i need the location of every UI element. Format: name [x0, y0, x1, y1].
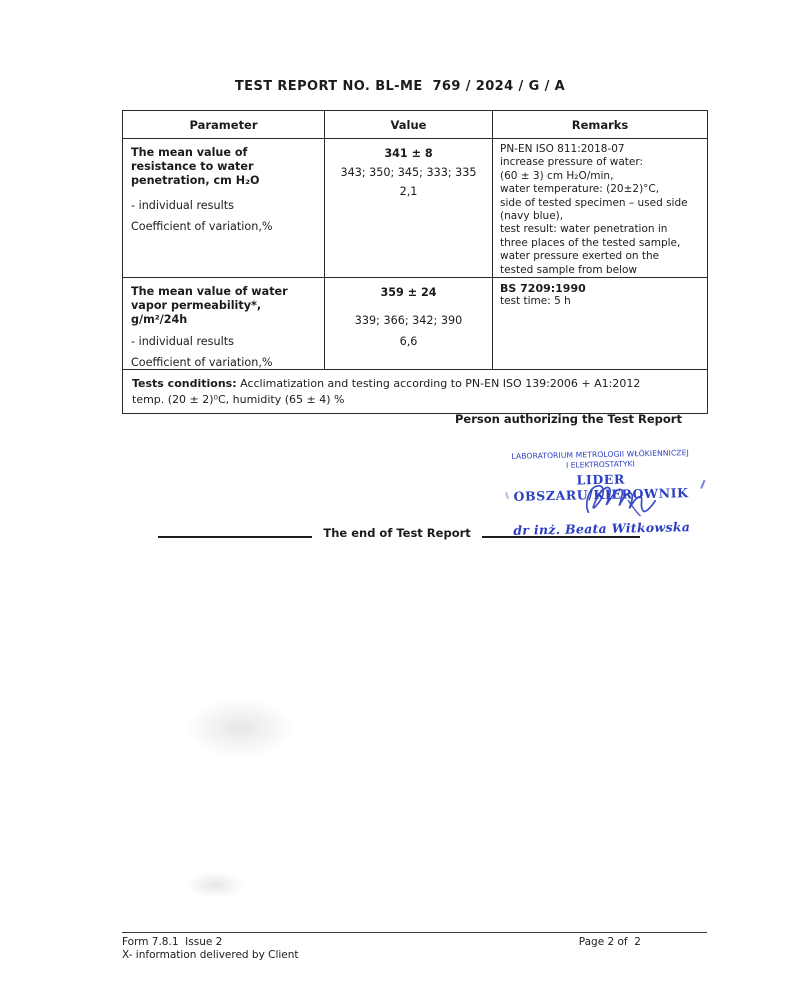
conditions-text: Acclimatization and testing according to PN-EN ISO 139:2006 + A1:2012: [236, 377, 641, 391]
parameter-title: The mean value of resistance to water penetration, cm H₂O: [131, 146, 260, 187]
remarks-line: (60 ± 3) cm H₂O/min,: [500, 169, 614, 182]
stamp-role: LIDER OBSZARU/KIEROWNIK: [513, 471, 689, 504]
remarks-cell: [493, 278, 708, 370]
parameter-cell: [123, 278, 325, 370]
parameter-cell: [123, 139, 325, 278]
remarks-cell: [493, 139, 708, 278]
signature-scribble: [582, 478, 659, 518]
scan-smudge: [185, 698, 295, 758]
conditions-line2: temp. (20 ± 2)⁰C, humidity (65 ± 4) %: [132, 392, 345, 406]
table-row-water-penetration: [123, 139, 708, 278]
footer: [122, 932, 707, 961]
individual-values: 343; 350; 345; 333; 335: [340, 166, 477, 179]
end-rule-left: [158, 536, 312, 538]
scan-smudge: [185, 872, 245, 898]
end-label: The end of Test Report: [323, 526, 471, 540]
coefficient-variation-label: Coefficient of variation,%: [131, 356, 273, 370]
results-table: [122, 110, 708, 414]
end-rule-right: [482, 536, 640, 538]
value-cell: [325, 139, 493, 278]
mean-value: 341 ± 8: [384, 147, 433, 160]
remarks-line: PN-EN ISO 811:2018-07: [500, 143, 625, 155]
col-header-parameter: Parameter: [123, 111, 325, 139]
cv-value: 2,1: [399, 185, 418, 198]
col-header-remarks: Remarks: [493, 111, 708, 139]
individual-results-label: - individual results: [131, 199, 234, 212]
signatory-name: dr inż. Beata Witkowska: [513, 519, 691, 538]
footer-rule: [122, 932, 707, 933]
remarks-line: (navy blue),: [500, 210, 564, 223]
remarks-line: increase pressure of water:: [500, 156, 644, 169]
table-row-vapor-permeability: [123, 278, 708, 370]
remarks-line: three places of the tested sample,: [500, 236, 681, 249]
stamp-lab-name: LABORATORIUM METROLOGII WŁÓKIENNICZEJ: [511, 448, 689, 461]
stamp-lab-name-2: I ELEKTROSTATYKI: [565, 459, 635, 470]
col-header-value: Value: [325, 111, 493, 139]
remarks-test-time: test time: 5 h: [500, 295, 571, 308]
footer-note: X- information delivered by Client: [122, 949, 299, 961]
value-cell: [325, 278, 493, 370]
table-row-conditions: [123, 370, 708, 414]
individual-results-label: - individual results: [131, 335, 234, 349]
remarks-standard: BS 7209:1990: [500, 282, 586, 296]
table-header-row: [123, 111, 708, 139]
parameter-title: The mean value of water vapor permeability*, g/m²/24h: [131, 285, 288, 327]
remarks-line: side of tested specimen – used side: [500, 196, 688, 209]
individual-values: 339; 366; 342; 390: [354, 314, 463, 328]
footer-page-number: Page 2 of 2: [578, 936, 641, 948]
cv-value: 6,6: [399, 335, 418, 349]
laboratory-stamp: [499, 448, 703, 538]
end-of-report: [158, 526, 640, 540]
remarks-line: test result: water penetration in: [500, 223, 668, 236]
mean-value: 359 ± 24: [380, 286, 437, 300]
authorizing-label: Person authorizing the Test Report: [455, 412, 682, 426]
conditions-label: Tests conditions:: [132, 377, 237, 391]
coefficient-variation-label: Coefficient of variation,%: [131, 220, 273, 233]
remarks-line: water temperature: (20±2)°C,: [500, 183, 660, 196]
page-title: TEST REPORT NO. BL-ME 769 / 2024 / G / A: [234, 79, 566, 94]
remarks-line: tested sample from below: [500, 263, 637, 276]
test-conditions-cell: [123, 370, 708, 414]
footer-form-id: Form 7.8.1 Issue 2: [122, 936, 223, 948]
remarks-line: water pressure exerted on the: [500, 250, 660, 263]
